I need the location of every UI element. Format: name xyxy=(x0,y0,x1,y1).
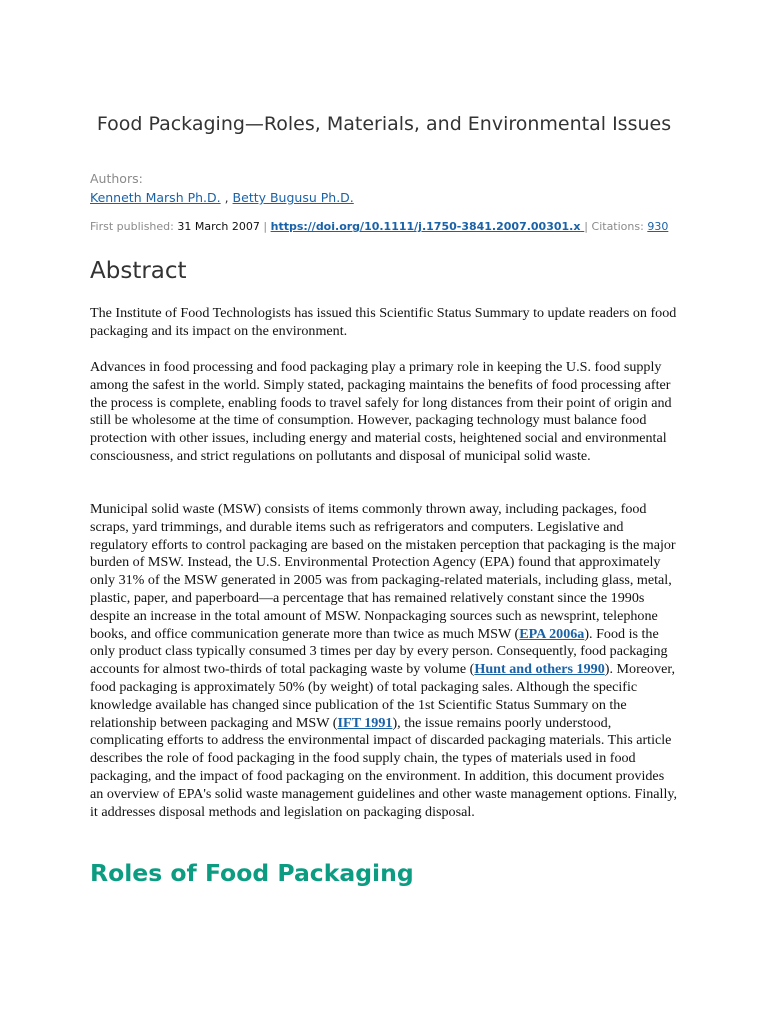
paragraph-text: ). Moreover, food packaging is approximately 50% (by weight) of total packaging sales. Although the specific knowledge available has changed since publication of the 1st Scientific Status Summary on the relationship between packaging and MSW ( xyxy=(90,661,676,731)
reference-link-ift-1991[interactable]: IFT 1991 xyxy=(337,714,393,731)
first-published-label: First published: xyxy=(90,220,174,233)
separator: | xyxy=(263,220,268,233)
abstract-paragraph-2: Advances in food processing and food packaging play a primary role in keeping the U.S. food supply among the safest in the world. Simply stated, packaging maintains the benefits of food processing after the process is complete, enabling foods to travel safely for long distances from their point of origin and still be wholesome at the time of consumption. However, packaging technology must balance food protection with other issues, including energy and material costs, heightened social and environmental consciousness, and strict regulations on pollutants and disposal of municipal solid waste. xyxy=(90,359,672,464)
citations-label: Citations: xyxy=(591,220,644,233)
doi-link[interactable]: https://doi.org/10.1111/j.1750-3841.2007.00301.x xyxy=(270,220,581,233)
abstract-paragraph-3 xyxy=(90,501,680,821)
citations-count-link[interactable]: 930 xyxy=(647,220,669,233)
article-title: Food Packaging—Roles, Materials, and Environmental Issues xyxy=(96,113,672,135)
author-link-kenneth-marsh[interactable]: Kenneth Marsh Ph.D. xyxy=(90,190,221,205)
reference-link-epa-2006a[interactable]: EPA 2006a xyxy=(519,625,585,642)
paragraph-text: Municipal solid waste (MSW) consists of items commonly thrown away, including packages, food scraps, yard trimmings, and durable items such as refrigerators and computers. Legislative and regulatory efforts to control packaging are based on the mistaken perception that packaging is the major burden of MSW. Instead, the U.S. Environmental Protection Agency (EPA) found that approximately only 31% of the MSW generated in 2005 was from packaging-related materials, including glass, metal, plastic, paper, and paperboard—a percentage that has remained relatively constant since the 1990s despite an increase in the total amount of MSW. Nonpackaging sources such as newsprint, telephone books, and office communication generate more than twice as much MSW ( xyxy=(90,501,676,642)
section-heading-roles: Roles of Food Packaging xyxy=(90,859,414,887)
reference-link-hunt-1990[interactable]: Hunt and others 1990 xyxy=(474,661,605,678)
first-published-date: 31 March 2007 xyxy=(177,220,260,233)
authors-list xyxy=(90,189,354,207)
paragraph-text: ). Food is the only product class typically consumed 3 times per day by every person. Consequently, food packaging accounts for almost two-thirds of total packaging waste by volume ( xyxy=(90,625,668,678)
authors-label: Authors: xyxy=(90,171,143,186)
paragraph-text: ), the issue remains poorly understood, complicating efforts to address the environmental impact of discarded packaging materials. This article describes the role of food packaging in the food supply chain, the types of materials used in food packaging, and the impact of food packaging on the environment. In addition, this document provides an overview of EPA's solid waste management guidelines and other waste management options. Finally, it addresses disposal methods and legislation on packaging disposal. xyxy=(90,714,678,820)
publication-info xyxy=(90,219,668,235)
author-separator: , xyxy=(220,190,233,205)
author-link-betty-bugusu[interactable]: Betty Bugusu Ph.D. xyxy=(232,190,354,205)
abstract-heading: Abstract xyxy=(90,258,187,284)
abstract-paragraph-1: The Institute of Food Technologists has issued this Scientific Status Summary to update readers on food packaging and its impact on the environment. xyxy=(90,305,677,339)
separator: | xyxy=(584,220,589,233)
